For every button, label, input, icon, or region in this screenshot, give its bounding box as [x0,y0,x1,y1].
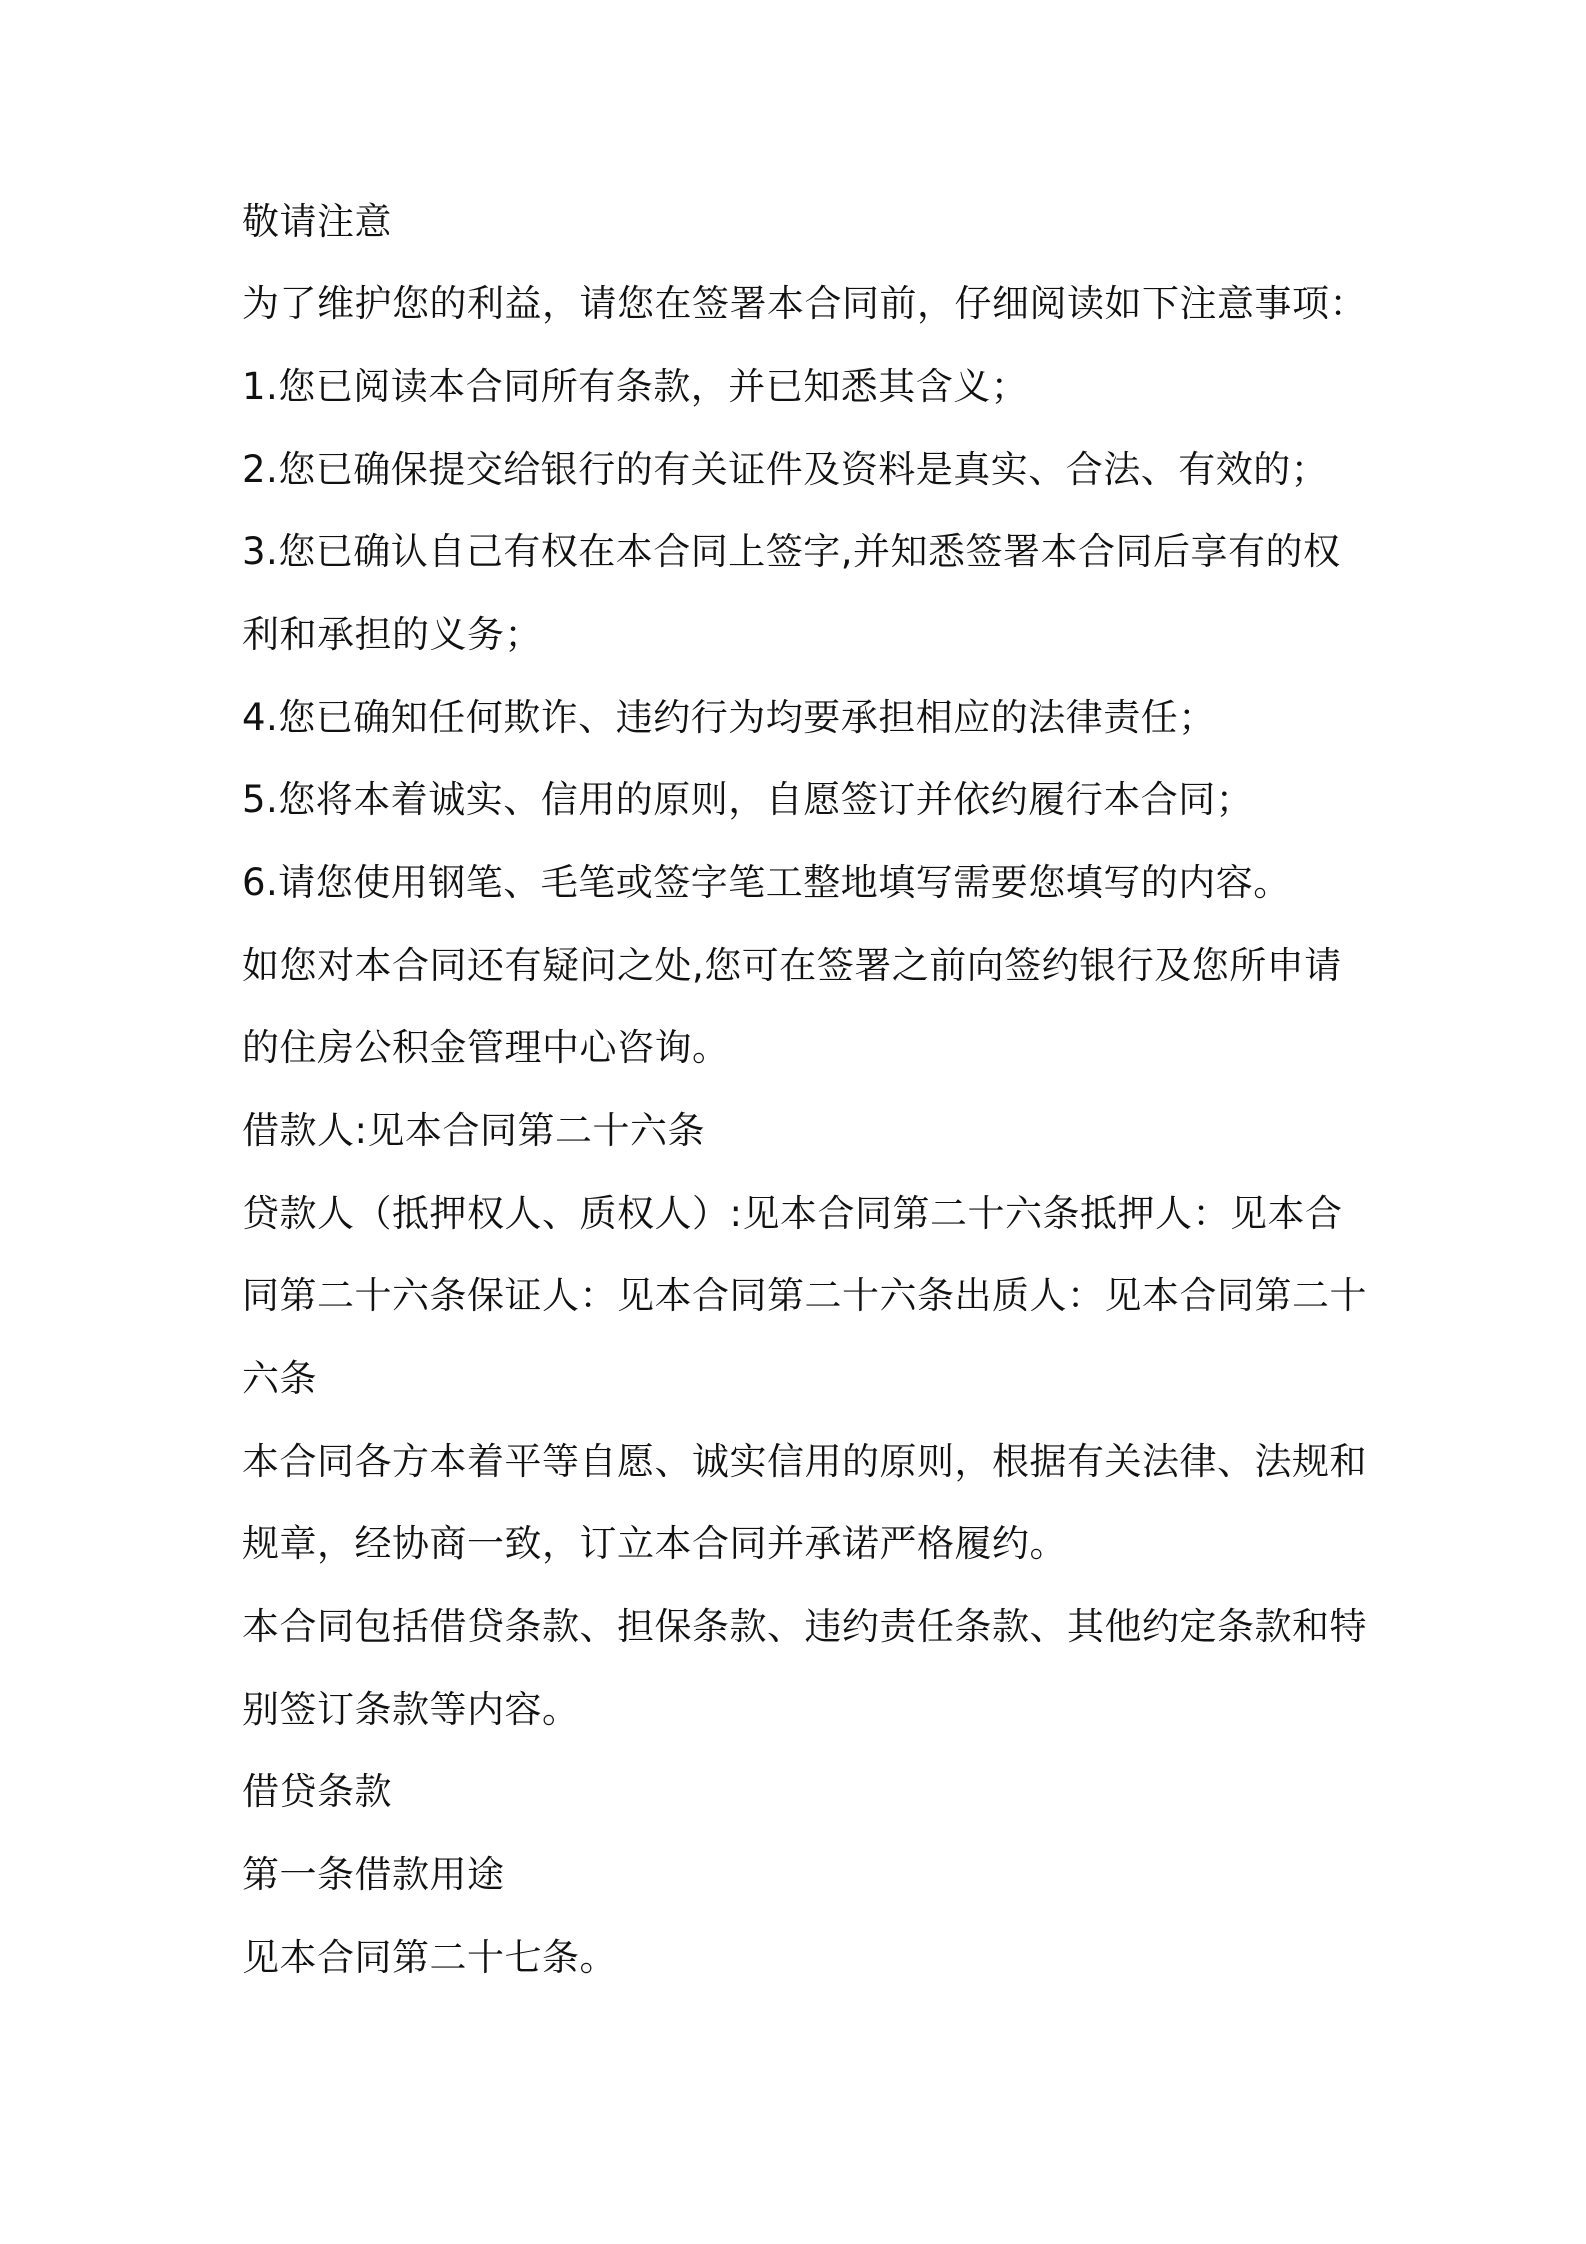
article-title: 第一条借款用途 [242,1853,505,1896]
article-body: 见本合同第二十七条。 [242,1936,617,1979]
notice-item: 6.请您使用钢笔、毛笔或签字笔工整地填写需要您填写的内容。 [242,861,1291,904]
lender-line-end: 六条 [242,1357,317,1400]
notice-item: 4.您已确知任何欺诈、违约行为均要承担相应的法律责任； [242,696,1216,739]
scope-text: 本合同包括借贷条款、担保条款、违约责任条款、其他约定条款和特 [242,1605,1367,1648]
notice-item: 3.您已确认自己有权在本合同上签字,并知悉签署本合同后享有的权 [242,530,1341,573]
section-heading: 借贷条款 [242,1770,392,1813]
notice-item: 1.您已阅读本合同所有条款，并已知悉其含义； [242,365,1029,408]
notice-item: 2.您已确保提交给银行的有关证件及资料是真实、合法、有效的； [242,448,1329,491]
lender-line-continued: 同第二十六条保证人：见本合同第二十六条出质人：见本合同第二十 [242,1274,1367,1317]
notice-item: 5.您将本着诚实、信用的原则，自愿签订并依约履行本合同； [242,778,1254,821]
principle-text: 本合同各方本着平等自愿、诚实信用的原则，根据有关法律、法规和 [242,1440,1367,1483]
borrower-line: 借款人:见本合同第二十六条 [242,1109,705,1152]
inquiry-text: 如您对本合同还有疑问之处,您可在签署之前向签约银行及您所申请 [242,944,1342,987]
lender-line: 贷款人（抵押权人、质权人）:见本合同第二十六条抵押人：见本合 [242,1192,1343,1235]
intro-text: 为了维护您的利益，请您在签署本合同前，仔细阅读如下注意事项： [242,282,1367,325]
notice-item-continued: 利和承担的义务； [242,613,542,656]
notice-heading: 敬请注意 [242,200,392,243]
scope-text-continued: 别签订条款等内容。 [242,1688,580,1731]
inquiry-text-continued: 的住房公积金管理中心咨询。 [242,1026,730,1069]
principle-text-continued: 规章，经协商一致，订立本合同并承诺严格履约。 [242,1522,1067,1565]
